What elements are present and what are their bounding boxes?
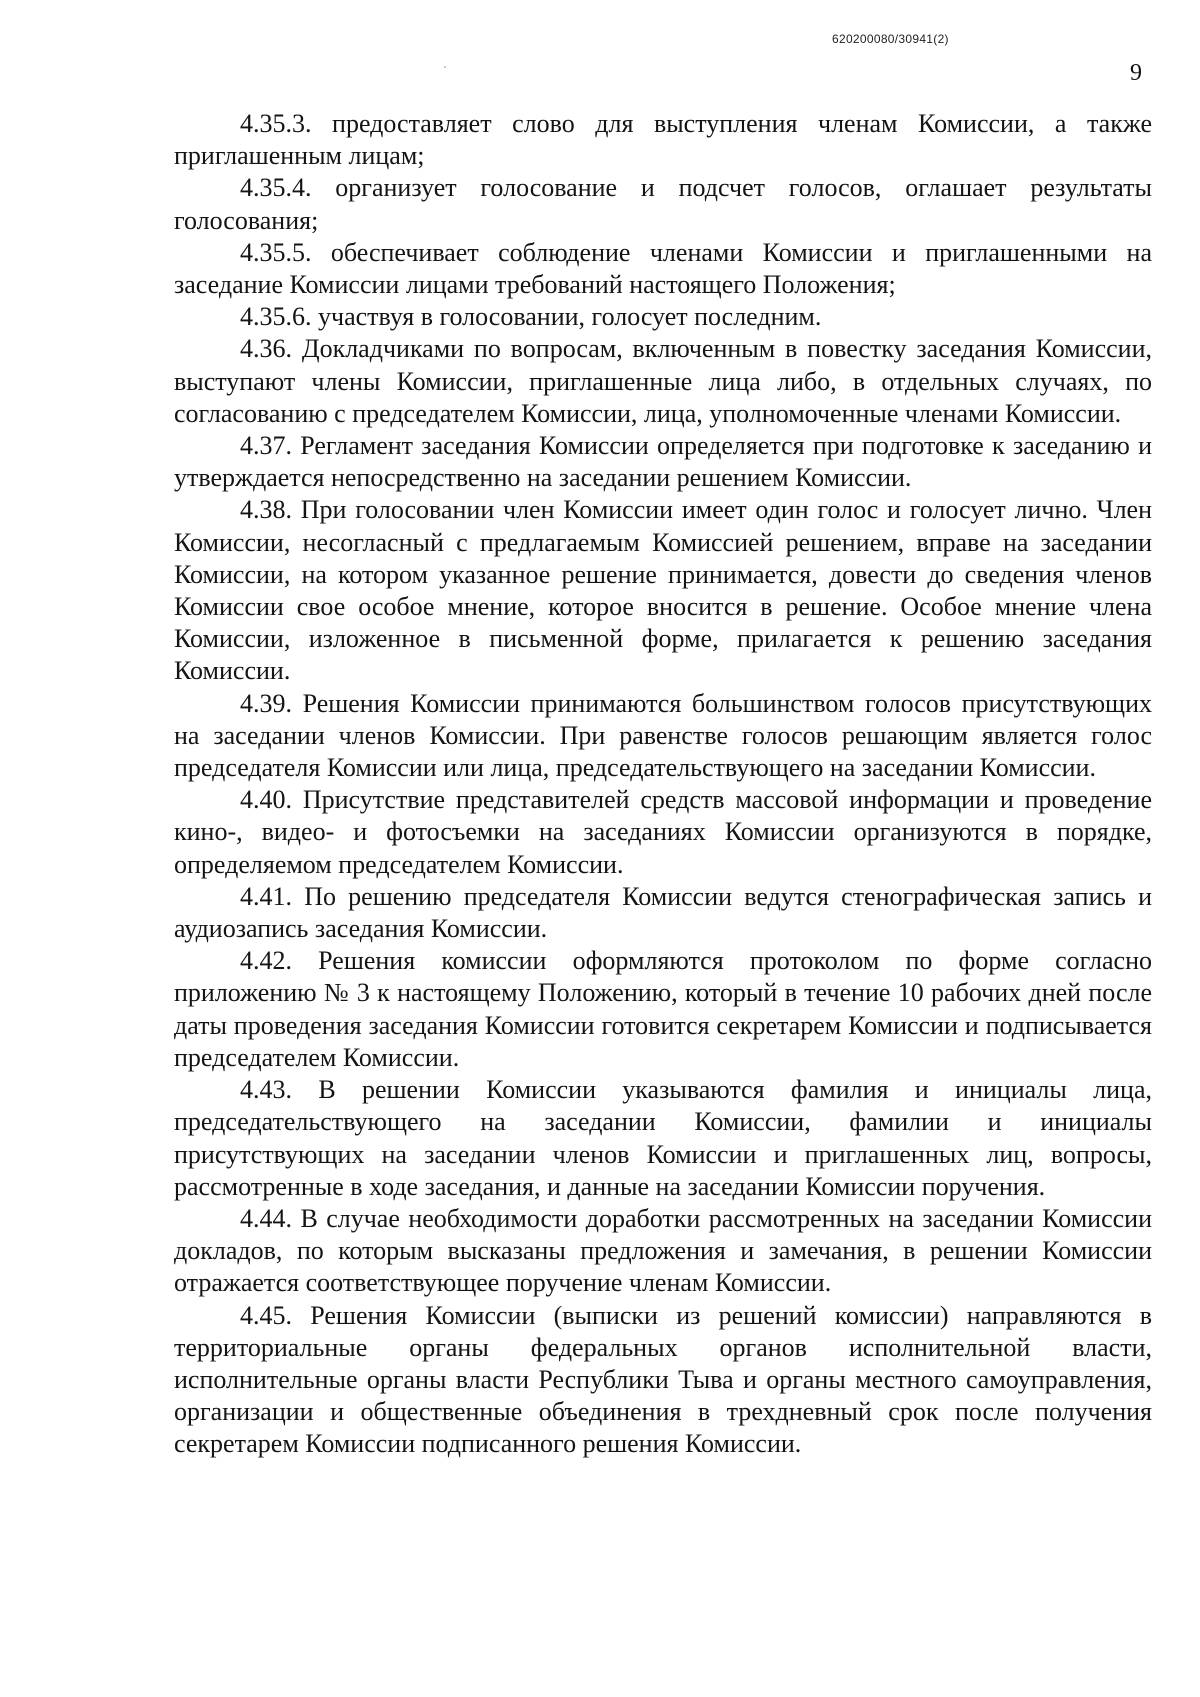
paragraph-4-35-6: 4.35.6. участвуя в голосовании, голосует последним. <box>240 302 822 332</box>
paragraph-4-38: 4.38. При голосовании член Комиссии имеет один голос и голосует лично. Член Комиссии, несогласный с предлагаемым Комиссией решением, вправе на заседании Комиссии, на котором указанное решение принимается, довести до сведения членов Комиссии свое особое мнение, которое вносится в решение. Особое мнение члена Комиссии, изложенное в письменной форме, прилагается к решению заседания Комиссии. <box>174 495 1152 686</box>
paragraph-4-35-5: 4.35.5. обеспечивает соблюдение членами Комиссии и приглашенными на заседание Комиссии лицами требований настоящего Положения; <box>174 237 1152 300</box>
document-body <box>174 108 1152 1461</box>
paragraph-4-35-4: 4.35.4. организует голосование и подсчет голосов, оглашает результаты голосования; <box>174 173 1152 235</box>
page-number: 9 <box>1130 60 1142 86</box>
paragraph-4-39: 4.39. Решения Комиссии принимаются большинством голосов присутствующих на заседании членов Комиссии. При равенстве голосов решающим является голос председателя Комиссии или лица, председательствующего на заседании Комиссии. <box>174 688 1152 783</box>
paragraph-4-42: 4.42. Решения комиссии оформляются протоколом по форме согласно приложению № 3 к настоящему Положению, который в течение 10 рабочих дней после даты проведения заседания Комиссии готовится секретарем Комиссии и подписывается председателем Комиссии. <box>174 946 1152 1072</box>
scan-speck <box>444 66 446 68</box>
paragraph-4-45: 4.45. Решения Комиссии (выписки из решений комиссии) направляются в территориальные органы федеральных органов исполнительной власти, исполнительные органы власти Республики Тыва и органы местного самоуправления, организации и общественные объединения в трехдневный срок после получения секретарем Комиссии подписанного решения Комиссии. <box>174 1300 1152 1459</box>
paragraph-4-40: 4.40. Присутствие представителей средств массовой информации и проведение кино-, видео- и фотосъемки на заседаниях Комиссии организуются в порядке, определяемом председателем Комиссии. <box>174 785 1152 879</box>
paragraph-4-41: 4.41. По решению председателя Комиссии ведутся стенографическая запись и аудиозапись заседания Комиссии. <box>174 881 1152 944</box>
paragraph-4-43: 4.43. В решении Комиссии указываются фамилия и инициалы лица, председательствующего на заседании Комиссии, фамилии и инициалы присутствующих на заседании членов Комиссии и приглашенных лиц, вопросы, рассмотренные в ходе заседания, и данные на заседании Комиссии поручения. <box>174 1075 1152 1201</box>
paragraph-4-36: 4.36. Докладчиками по вопросам, включенным в повестку заседания Комиссии, выступают члены Комиссии, приглашенные лица либо, в отдельных случаях, по согласованию с председателем Комиссии, лица, уполномоченные членами Комиссии. <box>174 334 1152 428</box>
paragraph-4-37: 4.37. Регламент заседания Комиссии определяется при подготовке к заседанию и утверждается непосредственно на заседании решением Комиссии. <box>174 431 1152 493</box>
paragraph-4-35-3: 4.35.3. предоставляет слово для выступления членам Комиссии, а также приглашенным лицам; <box>174 109 1152 171</box>
paragraph-4-44: 4.44. В случае необходимости доработки рассмотренных на заседании Комиссии докладов, по которым высказаны предложения и замечания, в решении Комиссии отражается соответствующее поручение членам Комиссии. <box>174 1203 1152 1298</box>
document-code: 620200080/30941(2) <box>832 32 949 46</box>
